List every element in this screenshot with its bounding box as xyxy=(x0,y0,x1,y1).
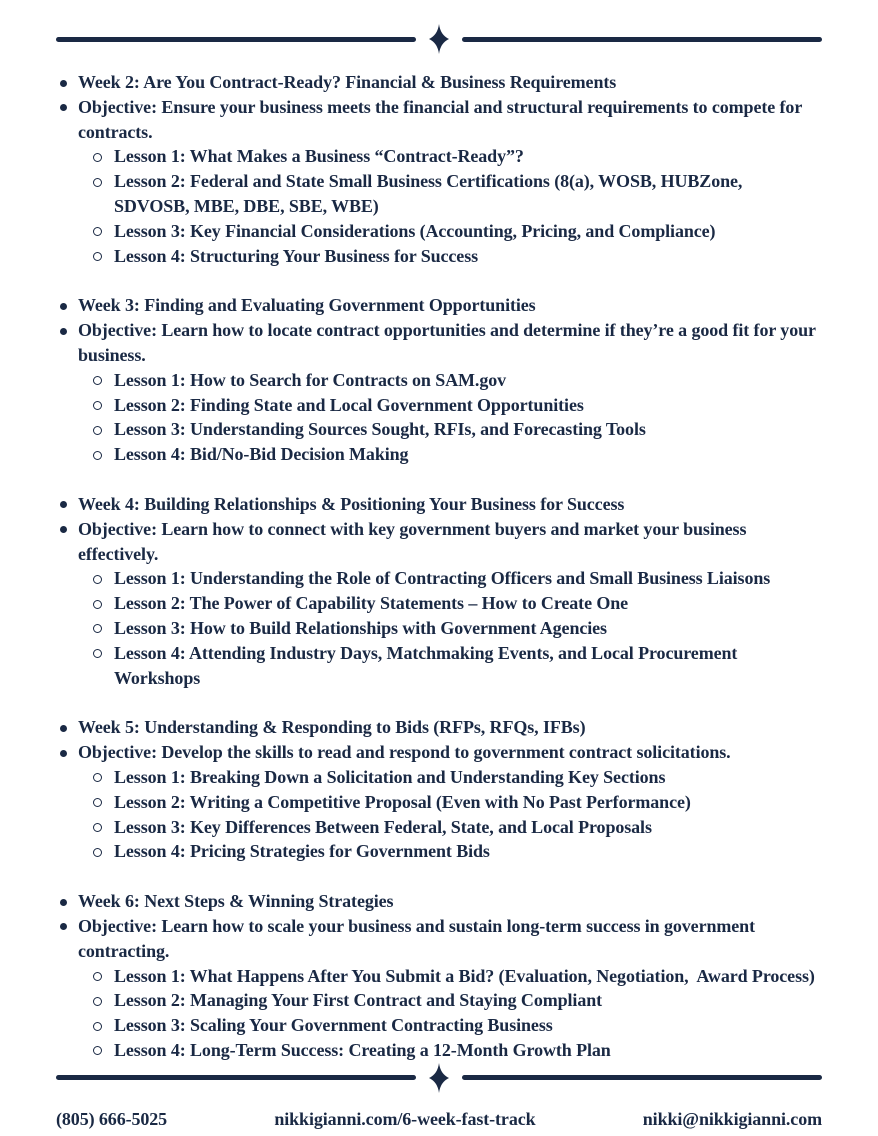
lesson-list xyxy=(92,765,822,864)
objective-item: Objective: Learn how to scale your business and sustain long-term success in government contracting. xyxy=(56,914,822,964)
lesson-item: Lesson 1: What Makes a Business “Contract-Ready”? xyxy=(92,144,822,169)
lesson-item: Lesson 2: The Power of Capability Statements – How to Create One xyxy=(92,591,822,616)
divider-line-left xyxy=(56,37,416,42)
lesson-item: Lesson 3: Key Differences Between Federal, State, and Local Proposals xyxy=(92,815,822,840)
week-title-item: Week 2: Are You Contract-Ready? Financial & Business Requirements xyxy=(56,70,822,95)
week-title-item: Week 4: Building Relationships & Positioning Your Business for Success xyxy=(56,492,822,517)
lesson-item: Lesson 1: What Happens After You Submit a Bid? (Evaluation, Negotiation, Award Process) xyxy=(92,964,822,989)
week-title-item: Week 5: Understanding & Responding to Bids (RFPs, RFQs, IFBs) xyxy=(56,715,822,740)
phone-number: (805) 666-5025 xyxy=(56,1108,168,1129)
lesson-list xyxy=(92,964,822,1063)
contact-row xyxy=(56,1109,822,1130)
lesson-item: Lesson 1: How to Search for Contracts on SAM.gov xyxy=(92,368,822,393)
objective-item: Objective: Learn how to locate contract opportunities and determine if they’re a good fit for your business. xyxy=(56,318,822,368)
lesson-item: Lesson 4: Structuring Your Business for Success xyxy=(92,244,822,269)
footer xyxy=(56,1063,822,1130)
week-title-item: Week 6: Next Steps & Winning Strategies xyxy=(56,889,822,914)
objective-item: Objective: Develop the skills to read and respond to government contract solicitations. xyxy=(56,740,822,765)
lesson-item: Lesson 2: Managing Your First Contract and Staying Compliant xyxy=(92,988,822,1013)
lesson-item: Lesson 3: How to Build Relationships with Government Agencies xyxy=(92,616,822,641)
website-url: nikkigianni.com/6-week-fast-track xyxy=(274,1108,536,1129)
lesson-item: Lesson 1: Breaking Down a Solicitation and Understanding Key Sections xyxy=(92,765,822,790)
lesson-item: Lesson 2: Finding State and Local Government Opportunities xyxy=(92,393,822,418)
divider-line-right xyxy=(462,1075,822,1080)
lesson-list xyxy=(92,566,822,690)
lesson-item: Lesson 4: Long-Term Success: Creating a 12-Month Growth Plan xyxy=(92,1038,822,1063)
lesson-item: Lesson 3: Scaling Your Government Contracting Business xyxy=(92,1013,822,1038)
lesson-list xyxy=(92,368,822,467)
week-section xyxy=(56,293,822,467)
lesson-item: Lesson 4: Bid/No-Bid Decision Making xyxy=(92,442,822,467)
objective-item: Objective: Ensure your business meets the financial and structural requirements to compete for contracts. xyxy=(56,95,822,145)
sparkle-diamond-icon xyxy=(429,24,449,54)
lesson-item: Lesson 2: Writing a Competitive Proposal (Even with No Past Performance) xyxy=(92,790,822,815)
course-outline xyxy=(56,70,822,1063)
week-section xyxy=(56,889,822,1063)
lesson-item: Lesson 3: Understanding Sources Sought, RFIs, and Forecasting Tools xyxy=(92,417,822,442)
lesson-list xyxy=(92,144,822,268)
lesson-item: Lesson 4: Pricing Strategies for Government Bids xyxy=(92,839,822,864)
lesson-item: Lesson 2: Federal and State Small Business Certifications (8(a), WOSB, HUBZone, SDVOSB, MBE, DBE, SBE, WBE) xyxy=(92,169,822,219)
divider-line-left xyxy=(56,1075,416,1080)
lesson-item: Lesson 4: Attending Industry Days, Matchmaking Events, and Local Procurement Workshops xyxy=(92,641,822,691)
week-title-item: Week 3: Finding and Evaluating Government Opportunities xyxy=(56,293,822,318)
lesson-item: Lesson 3: Key Financial Considerations (Accounting, Pricing, and Compliance) xyxy=(92,219,822,244)
week-section xyxy=(56,492,822,690)
objective-item: Objective: Learn how to connect with key government buyers and market your business effectively. xyxy=(56,517,822,567)
bottom-ornament-divider xyxy=(56,1063,822,1093)
divider-line-right xyxy=(462,37,822,42)
email-address: nikki@nikkigianni.com xyxy=(642,1108,822,1129)
top-ornament-divider xyxy=(56,24,822,54)
sparkle-diamond-icon xyxy=(429,1063,449,1093)
week-section xyxy=(56,70,822,268)
week-section xyxy=(56,715,822,864)
lesson-item: Lesson 1: Understanding the Role of Contracting Officers and Small Business Liaisons xyxy=(92,566,822,591)
